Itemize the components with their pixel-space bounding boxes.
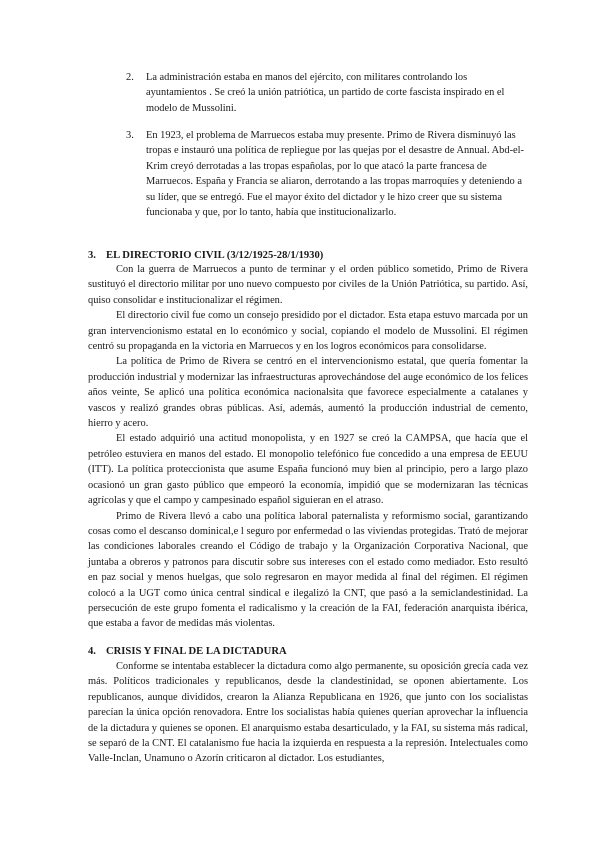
section-3-body: [88, 262, 528, 632]
paragraph: Primo de Rivera llevó a cabo una política laboral paternalista y reformismo social, garantizando cosas como el descanso dominical,e l seguro por enfermedad o las viviendas protegidas. Trató de mejorar las condiciones laborales creando el Código de trabajo y la Organización Corporativa Nacional, que juntaba a obreros y patronos para discutir sobre sus intereses con el estado como mediador. Esto resultó en paz social y menos huelgas, que solo regresaron en mayor medida al final del régimen. El régimen colocó a la UGT como única central sindical e ilegalizó la CNT, que pasó a la semiclandestinidad. La persecución de este grupo fomenta el radicalismo y la creación de la FAI, federación anarquista ibérica, que estaba a favor de medidas más violentas.: [88, 510, 528, 630]
paragraph: Conforme se intentaba establecer la dictadura como algo permanente, su oposición grecía cada vez más. Políticos tradicionales y republicanos, desde la clandestinidad, se oponen abiertamente. Los republicanos, aunque divididos, crearon la Alianza Republicana en 1926, que junto con los socialistas parecían la única opción renovadora. Entre los socialistas había quienes querían aprovechar la influencia de la dictadura y quienes se oponen. El anarquismo estaba desarticulado, y la FAI, su sistema más radical, se separó de la CNT. El catalanismo fue hacia la izquierda en respuesta a la represión. Intelectuales como Valle-Inclan, Unamuno o Azorín criticaron al dictador. Los estudiantes,: [88, 661, 528, 765]
section-title: CRISIS Y FINAL DE LA DICTADURA: [106, 646, 287, 657]
list-item-text: En 1923, el problema de Marruecos estaba muy presente. Primo de Rivera disminuyó las tropas e instauró una política de repliegue por las quejas por el desastre de Annual. Abd-el-Krim creyó derrotadas a las tropas españolas, por lo que atacó la parte francesa de Marruecos. España y Francia se aliaron, derrotando a las tropas marroquíes y deteniendo a su líder, que se entregó. Fue el mayor éxito del dictador y le hizo creer que su sistema funcionaba y que, por lo tanto, había que institucionalizarlo.: [146, 130, 524, 219]
list-item-3: [126, 128, 530, 220]
paragraph: El directorio civil fue como un consejo presidido por el dictador. Esta etapa estuvo marcada por un gran intervencionismo estatal en lo económico y social, copiando el modelo de Mussolini. El régimen centró su propaganda en la victoria en Marruecos y en los logros económicos para consolidarse.: [88, 310, 528, 353]
section-4-body: [88, 659, 528, 767]
section-number: 4.: [88, 646, 96, 657]
paragraph: La política de Primo de Rivera se centró en el intervencionismo estatal, que quería fomentar la producción industrial y modernizar las infraestructuras aprovechándose del auge económico de los felices años veinte, Se aplicó una política económica nacionalsita que favorece especialmente a catalanes y vascos y realizó grandes obras públicas. Así, además, aumentó la producción industrial de cemento, hierro y acero.: [88, 356, 528, 430]
list-item-2: [126, 70, 530, 116]
section-4-heading: [88, 644, 287, 659]
list-item-number: 2.: [126, 72, 134, 83]
paragraph: Con la guerra de Marruecos a punto de terminar y el orden público sometido, Primo de Rivera sustituyó el directorio militar por uno nuevo compuesto por civiles de la Unión Patriótica, su partido. Así, quiso consolidar e institucionalizar el régimen.: [88, 264, 528, 306]
paragraph: El estado adquirió una actitud monopolista, y en 1927 se creó la CAMPSA, que hacía que el petróleo estuviera en manos del estado. El monopolio telefónico fue concedido a una empresa de EEUU (ITT). La política proteccionista que asume España funcionó muy bien al principio, pero a largo plazo ocasionó un gran gasto público que empeoró la economía, impidió que se modernizaran las técnicas agrícolas y que el campo y campesinado español siguieran en el atraso.: [88, 433, 528, 507]
section-title: EL DIRECTORIO CIVIL (3/12/1925-28/1/1930): [106, 250, 324, 261]
list-item-text: La administración estaba en manos del ejército, con militares controlando los ayuntamientos . Se creó la unión patriótica, un partido de corte fascista inspirado en el modelo de Mussolini.: [146, 72, 505, 114]
section-number: 3.: [88, 250, 96, 261]
list-item-number: 3.: [126, 130, 134, 141]
